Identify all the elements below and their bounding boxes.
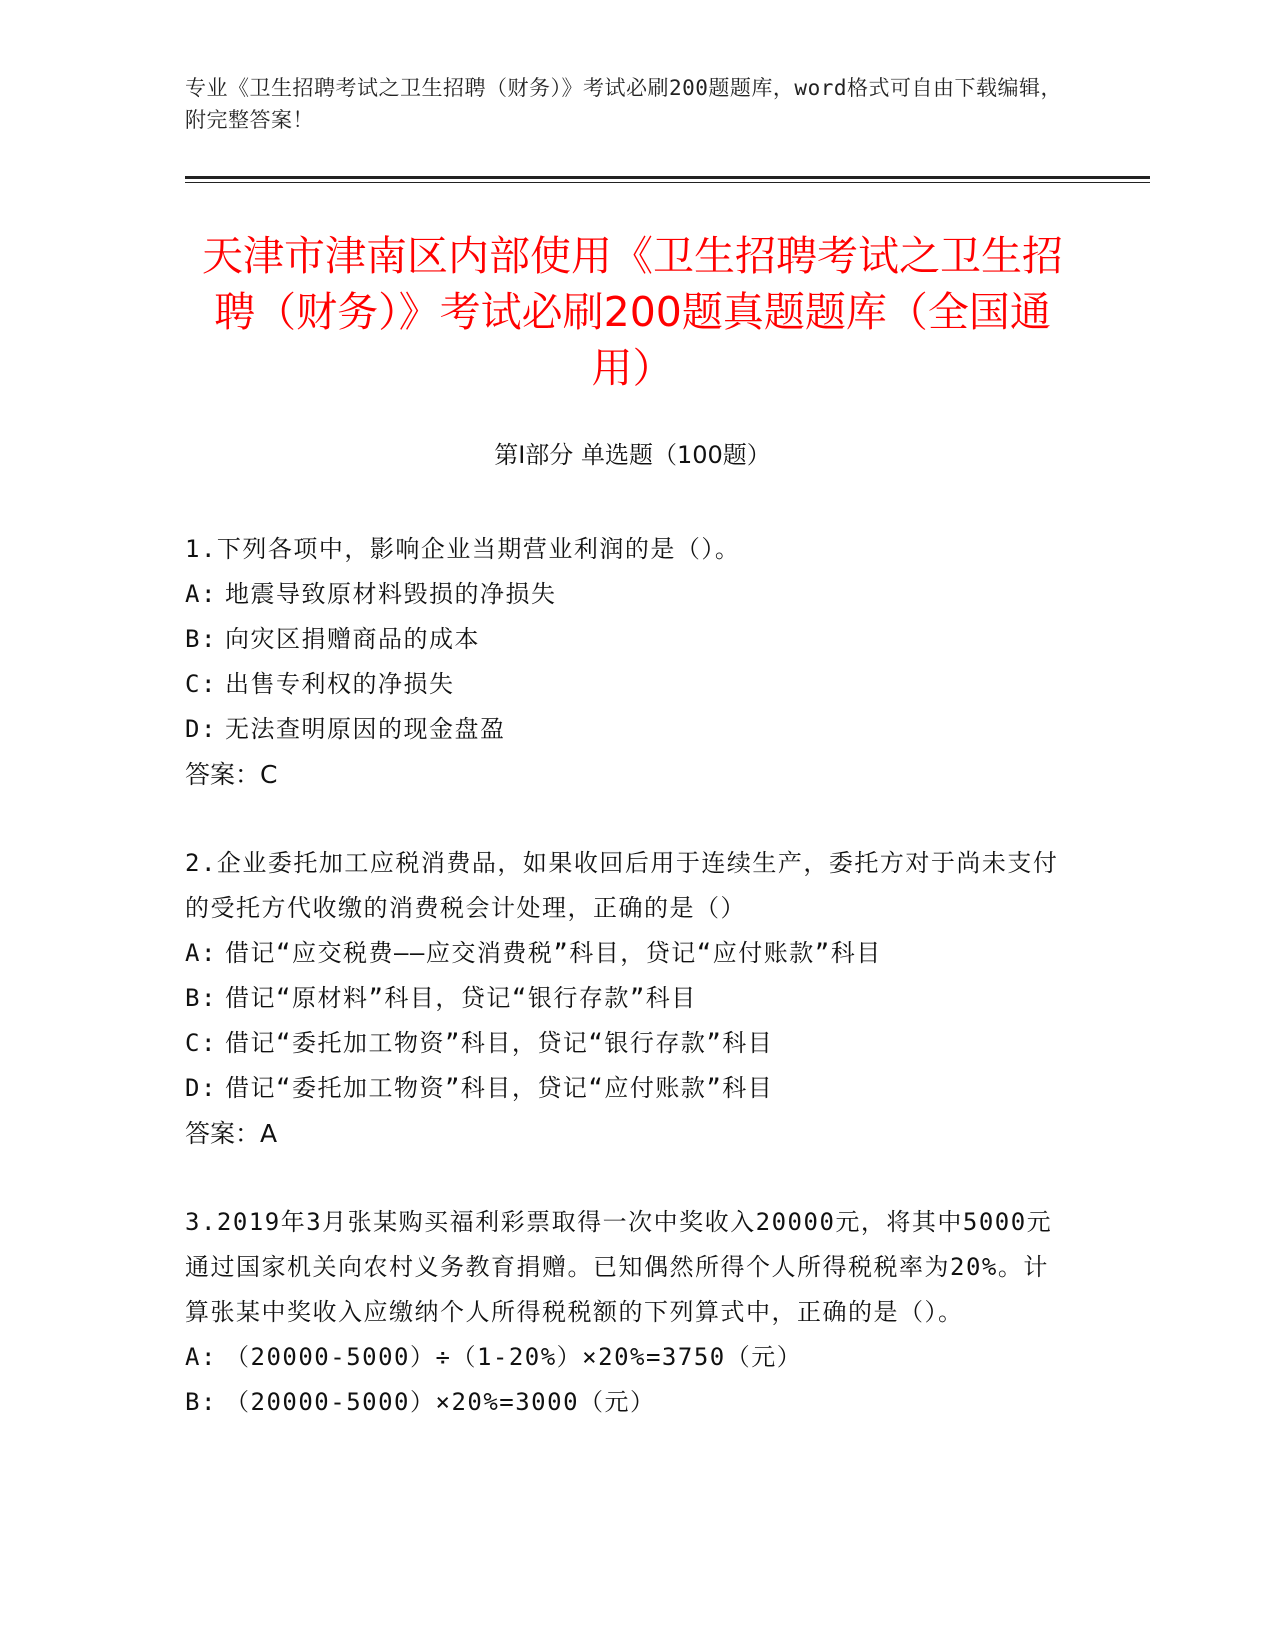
option-c (185, 1021, 1065, 1066)
answer-line: 答案：C (185, 760, 278, 789)
option-b (185, 976, 1065, 1021)
option-letter: B: (185, 1388, 217, 1416)
header-divider-thick (185, 176, 1150, 179)
option-d (185, 707, 1065, 752)
question-stem: 1.下列各项中，影响企业当期营业利润的是（）。 (185, 535, 741, 563)
header-divider-thin (185, 182, 1150, 183)
option-letter: C: (185, 670, 217, 698)
option-text: 借记“委托加工物资”科目，贷记“银行存款”科目 (225, 1029, 774, 1057)
question-3 (185, 1200, 1065, 1425)
option-letter: A: (185, 939, 217, 967)
option-letter: D: (185, 1074, 217, 1102)
option-a (185, 1335, 1065, 1380)
question-1 (185, 527, 1065, 797)
question-list (185, 527, 1065, 1469)
answer-line: 答案：A (185, 1119, 278, 1148)
option-c (185, 662, 1065, 707)
option-text: 地震导致原材料毁损的净损失 (225, 580, 557, 608)
option-a (185, 572, 1065, 617)
option-text: 无法查明原因的现金盘盈 (225, 715, 506, 743)
option-letter: B: (185, 625, 217, 653)
option-text: （20000-5000）×20%=3000（元） (225, 1388, 656, 1416)
option-text: 向灾区捐赠商品的成本 (225, 625, 480, 653)
option-b (185, 1380, 1065, 1425)
option-letter: D: (185, 715, 217, 743)
option-text: （20000-5000）÷（1-20%）×20%=3750（元） (225, 1343, 803, 1371)
section-title: 第Ⅰ部分 单选题（100题） (494, 441, 771, 469)
option-text: 借记“应交税费——应交消费税”科目，贷记“应付账款”科目 (225, 939, 882, 967)
option-d (185, 1066, 1065, 1111)
option-text: 借记“原材料”科目，贷记“银行存款”科目 (225, 984, 697, 1012)
option-letter: A: (185, 1343, 217, 1371)
option-text: 借记“委托加工物资”科目，贷记“应付账款”科目 (225, 1074, 774, 1102)
question-stem: 2.企业委托加工应税消费品，如果收回后用于连续生产，委托方对于尚未支付的受托方代收缴的消费税会计处理，正确的是（） (185, 849, 1059, 922)
option-letter: C: (185, 1029, 217, 1057)
option-letter: A: (185, 580, 217, 608)
option-text: 出售专利权的净损失 (225, 670, 455, 698)
question-2 (185, 841, 1065, 1156)
document-title: 天津市津南区内部使用《卫生招聘考试之卫生招聘（财务）》考试必刷200题真题题库（全国通用） (202, 232, 1063, 392)
option-a (185, 931, 1065, 976)
option-b (185, 617, 1065, 662)
question-stem: 3.2019年3月张某购买福利彩票取得一次中奖收入20000元，将其中5000元通过国家机关向农村义务教育捐赠。已知偶然所得个人所得税税率为20%。计算张某中奖收入应缴纳个人所得税税额的下列算式中，正确的是（）。 (185, 1208, 1053, 1326)
header-note: 专业《卫生招聘考试之卫生招聘（财务）》考试必刷200题题库，word格式可自由下载编辑，附完整答案！ (185, 76, 1062, 132)
option-letter: B: (185, 984, 217, 1012)
